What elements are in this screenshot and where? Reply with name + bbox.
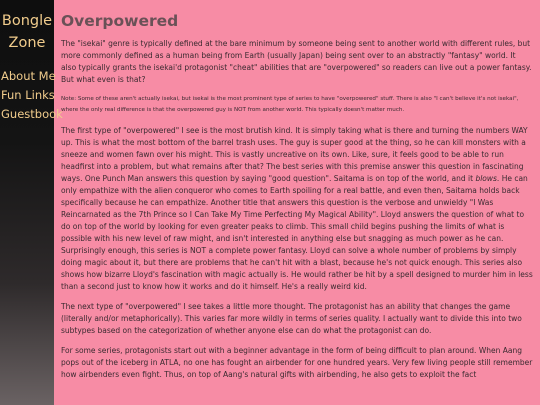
page-title: Overpowered: [61, 12, 179, 30]
nav-link-guestbook[interactable]: Guestbook: [1, 107, 63, 121]
sidebar-nav: [0, 67, 63, 124]
subtype-paragraph: For some series, protagonists start out with a beginner advantage in the form of being difficult to plan around. When Aang pops out of the iceberg in ATLA, no one has fought an airbender for one hundred years. Very few living people still remember how airbenders even fight. Thus, on top of Aang's natural gifts with airbending, he also gets to exploit the fact: [61, 346, 533, 379]
first-type-paragraph: [61, 125, 533, 293]
second-type-paragraph: The next type of "overpowered" I see takes a little more thought. The protagonist has an ability that changes the game (literally and/or metaphorically). This varies far more wildly in terms of series quality. I actually want to divide this into two subtypes based on the categorization of whether anyone else can do what the protagonist can do.: [61, 302, 522, 335]
main-content: [61, 0, 533, 405]
first-type-text-a: The first type of "overpowered" I see is the most brutish kind. It is simply taking what is there and turning the numbers WAY up. This is what the most bottom of the barrel trash uses. The guy is super good at the thing, so he can kill monsters with a sneeze and women fawn over his might. This is vastly uncreative on its own. Like, sure, it feels good to be able to run headfirst into a problem, but what remains after that? The best series with this premise answer this question in fascinating ways. One Punch Man answers this question by saying "good question". Saitama is on top of the world, and it: [61, 126, 528, 183]
intro-paragraph: The "isekai" genre is typically defined at the bare minimum by someone being sent to another world with different rules, but more commonly defined as a human being from Earth (usually Japan) being sent over to an abstractly "fantasy" world. It also typically grants the isekai'd protagonist "cheat" abilities that are "overpowered" so readers can live out a power fantasy. But what even is that?: [61, 39, 532, 84]
site-title-line2: Zone: [8, 35, 46, 51]
emphasis-text: blows: [475, 174, 497, 183]
note-paragraph: Note: Some of these aren't actually isekai, but isekai is the most prominent type of series to have "overpowered" stuff. There is also "I can't believe it's not isekai", where the only real difference is that the overpowered guy is NOT from another world. This typically doesn't matter much.: [61, 96, 519, 113]
sidebar: [0, 0, 63, 405]
nav-link-about-me[interactable]: About Me: [1, 69, 56, 83]
site-title[interactable]: [0, 10, 54, 54]
site-title-line1: Bongle: [1, 13, 53, 29]
first-type-text-b: . He can only empathize with the alien conqueror who comes to Earth spoiling for a real battle, and even then, Saitama holds back specifically because he can empathize. Another title that answers this question is the verbose and unwieldy "I Was Reincarnated as the 7th Prince so I Can Take My Time Perfecting My Magical Ability". Lloyd answers the question of what to do on top of the world by looking for even greater peaks to climb. This small child begins pushing the limits of what is possible with his new level of raw might, and isn't interested in anything else but snagging as much power as he can. Surprisingly enough, this series is NOT a complete power fantasy. Lloyd can solve a whole number of problems by simply doing magic about it, but there are problems that he can't hit with a blast, because he's not quick enough. This series also shows how bizarre Lloyd's fascination with magic actually is. He would rather be hit by a spell designed to murder him in less than a second just to know how it works and do it himself. He's a really weird kid.: [61, 174, 533, 291]
nav-link-fun-links[interactable]: Fun Links: [1, 88, 55, 102]
